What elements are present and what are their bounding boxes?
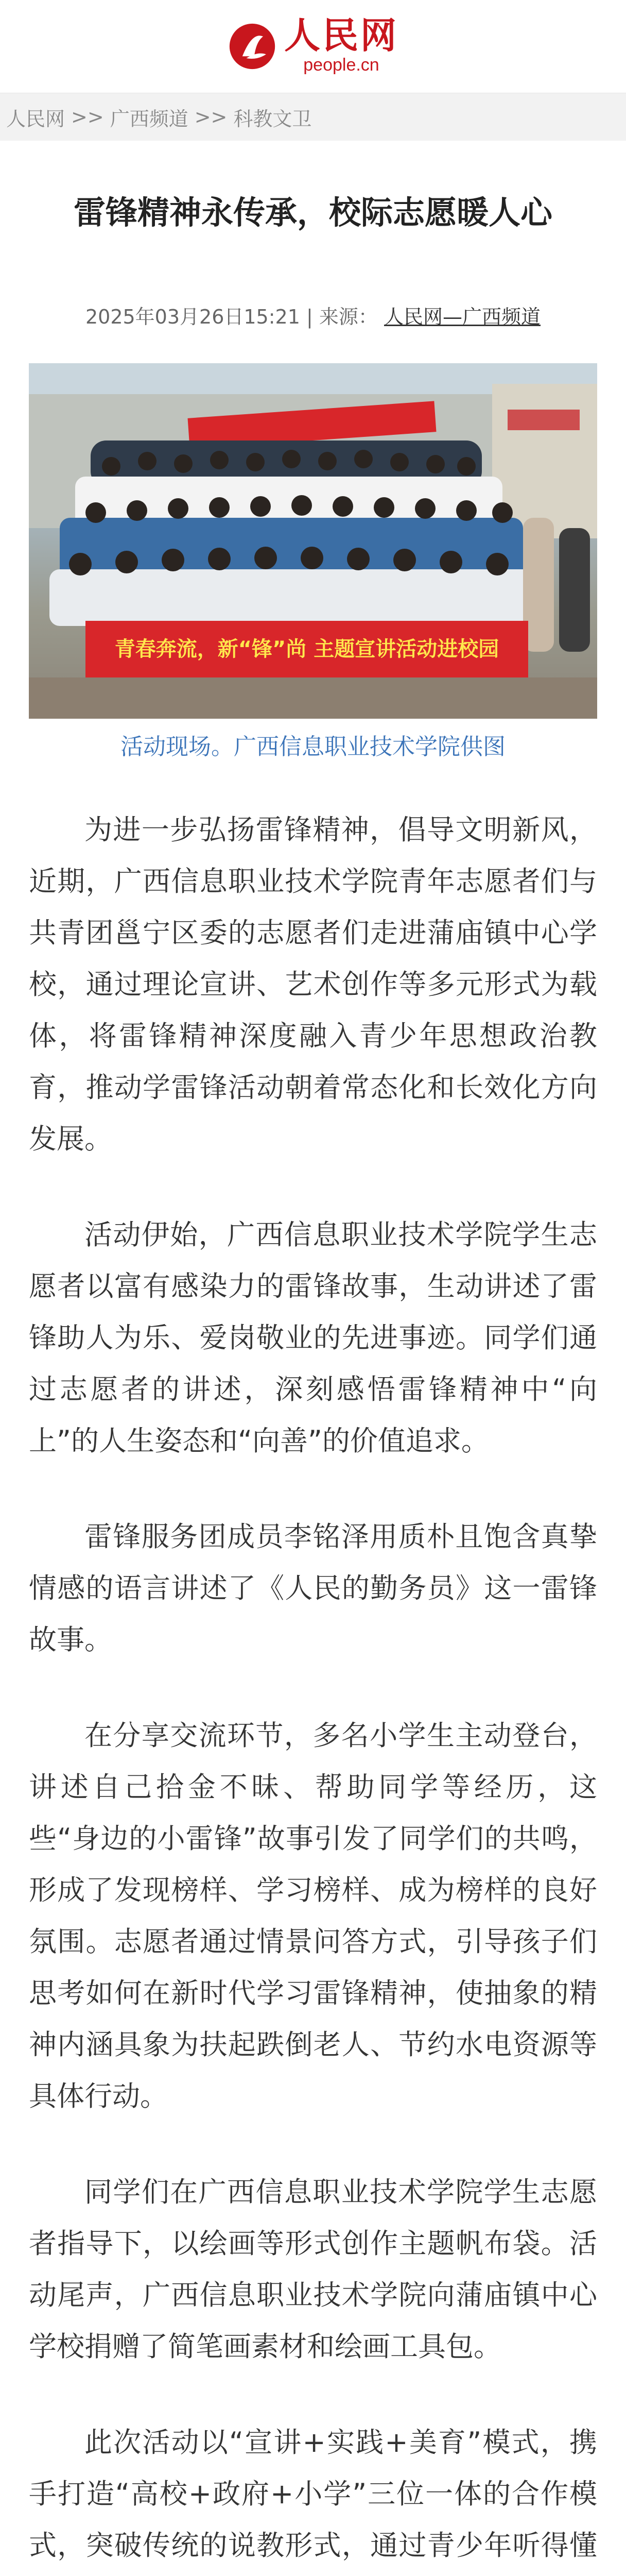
site-logo[interactable]	[228, 14, 398, 75]
breadcrumb-separator: >>	[71, 106, 104, 128]
logo-english-text: people.cn	[303, 55, 379, 75]
page-title: 雷锋精神永传承，校际志愿暖人心	[73, 194, 552, 231]
breadcrumb	[0, 93, 626, 141]
breadcrumb-separator: >>	[194, 106, 228, 128]
photo-banner-text: 青春奔流，新“锋”尚 主题宣讲活动进校园	[114, 637, 499, 661]
article-paragraph: 在分享交流环节，多名小学生主动登台，讲述自己拾金不昧、帮助同学等经历，这些“身边的小雷锋”故事引发了同学们的共鸣，形成了发现榜样、学习榜样、成为榜样的良好氛围。志愿者通过情景问答方式，引导孩子们思考如何在新时代学习雷锋精神，使抽象的精神内涵具象为扶起跌倒老人、节约水电资源等具体行动。	[29, 1719, 597, 2112]
logo-chinese-text: 人民网	[284, 14, 398, 57]
article-meta	[0, 301, 626, 329]
article-paragraph: 为进一步弘扬雷锋精神，倡导文明新风，近期，广西信息职业技术学院青年志愿者们与共青团邕宁区委的志愿者们走进蒲庙镇中心学校，通过理论宣讲、艺术创作等多元形式为载体，将雷锋精神深度融入青少年思想政治教育，推动学雷锋活动朝着常态化和长效化方向发展。	[29, 813, 597, 1155]
breadcrumb-item-people[interactable]: 人民网	[6, 107, 65, 130]
photo-caption: 活动现场。广西信息职业技术学院供图	[120, 733, 506, 760]
breadcrumb-item-guangxi[interactable]: 广西频道	[110, 107, 188, 130]
meta-divider: |	[306, 305, 319, 328]
article-paragraph: 同学们在广西信息职业技术学院学生志愿者指导下，以绘画等形式创作主题帆布袋。活动尾声，广西信息职业技术学院向蒲庙镇中心学校捐赠了简笔画素材和绘画工具包。	[29, 2175, 597, 2363]
publish-datetime: 2025年03月26日15:21	[85, 305, 300, 328]
group-photo-image	[29, 363, 597, 719]
article-paragraph: 此次活动以“宣讲+实践+美育”模式，携手打造“高校+政府+小学”三位一体的合作模式，突破传统的说教形式，通过青少年听得懂	[29, 2426, 597, 2562]
source-link[interactable]: 人民网—广西频道	[384, 305, 541, 328]
article-paragraph: 雷锋服务团成员李铭泽用质朴且饱含真挚情感的语言讲述了《人民的勤务员》这一雷锋故事。	[29, 1520, 597, 1656]
people-logo-icon	[228, 22, 277, 71]
article-photo	[29, 363, 597, 719]
breadcrumb-item-science-education[interactable]: 科教文卫	[233, 107, 312, 130]
article-paragraph: 活动伊始，广西信息职业技术学院学生志愿者以富有感染力的雷锋故事，生动讲述了雷锋助人为乐、爱岗敬业的先进事迹。同学们通过志愿者的讲述，深刻感悟雷锋精神中“向上”的人生姿态和“向善”的价值追求。	[29, 1218, 597, 1457]
source-label: 来源：	[319, 305, 378, 328]
article-body	[0, 804, 626, 2576]
site-header	[0, 0, 626, 93]
